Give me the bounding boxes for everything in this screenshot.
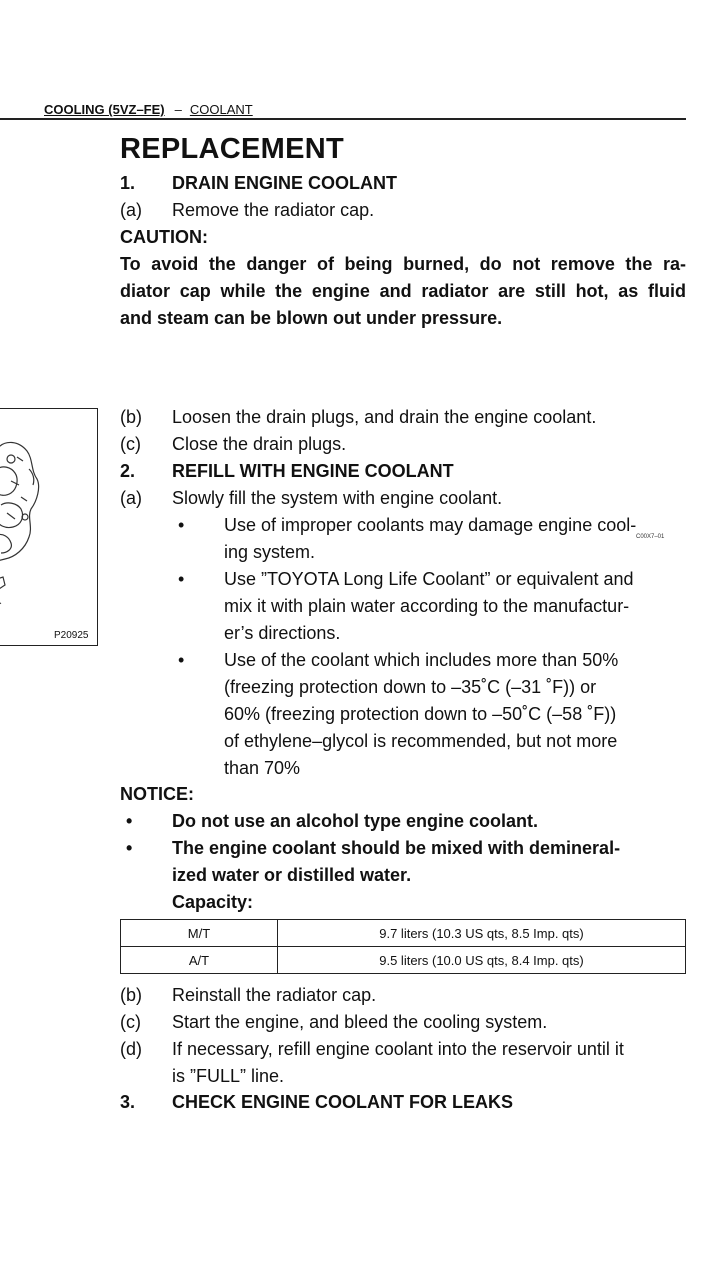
bullet-icon: •	[178, 515, 185, 535]
page-header	[44, 102, 253, 117]
figure-label: P20925	[54, 630, 89, 641]
bullet-line: of ethylene–glycol is recommended, but not more	[224, 731, 618, 751]
bullet-line: 60% (freezing protection down to –50˚C (–58 ˚F))	[224, 704, 617, 724]
substep-mark: (b)	[120, 985, 142, 1005]
bullet-line: than 70%	[224, 758, 301, 778]
substep-text: Start the engine, and bleed the cooling system.	[172, 1012, 548, 1032]
bullet-icon: •	[126, 838, 133, 858]
engine-illustration	[0, 408, 98, 646]
substep-text: Reinstall the radiator cap.	[172, 985, 377, 1005]
header-separator: –	[174, 102, 182, 117]
substep-mark: (a)	[120, 200, 142, 220]
bullet-icon: •	[178, 650, 185, 670]
table-cell-type: M/T	[121, 920, 278, 947]
bullet-line: Use of improper coolants may damage engine cool-	[224, 515, 637, 535]
bullet-line: (freezing protection down to –35˚C (–31 ˚F)) or	[224, 677, 597, 697]
bullet-icon: •	[178, 569, 185, 589]
step-title: CHECK ENGINE COOLANT FOR LEAKS	[172, 1092, 514, 1112]
figure-code: C00X7–01	[636, 534, 665, 540]
substep-mark: (c)	[120, 1012, 141, 1032]
caution-line: diator cap while the engine and radiator are still hot, as fluid	[120, 281, 686, 301]
notice-line: ized water or distilled water.	[172, 865, 412, 885]
step-number: 2.	[120, 461, 136, 481]
page-title: REPLACEMENT	[120, 133, 345, 165]
notice-line: Do not use an alcohol type engine coolant.	[172, 811, 539, 831]
header-section: COOLING (5VZ–FE)	[44, 102, 165, 117]
table-cell-value: 9.5 liters (10.0 US qts, 8.4 Imp. qts)	[278, 947, 686, 974]
bullet-line: ing system.	[224, 542, 316, 562]
caution-label: CAUTION:	[120, 227, 208, 247]
step-number: 3.	[120, 1092, 136, 1112]
engine-illustration-icon	[0, 409, 98, 646]
substep-mark: (d)	[120, 1039, 142, 1059]
substep-text: Remove the radiator cap.	[172, 200, 375, 220]
caution-line: and steam can be blown out under pressure.	[120, 308, 503, 328]
step-title: DRAIN ENGINE COOLANT	[172, 173, 397, 193]
substep-mark: (a)	[120, 488, 142, 508]
caution-text	[120, 251, 686, 332]
substep-text: is ”FULL” line.	[172, 1066, 285, 1086]
table-cell-type: A/T	[121, 947, 278, 974]
substep-mark: (b)	[120, 407, 142, 427]
capacity-table	[120, 919, 686, 974]
notice-line: The engine coolant should be mixed with demineral-	[172, 838, 621, 858]
bullet-icon: •	[126, 811, 133, 831]
step-title: REFILL WITH ENGINE COOLANT	[172, 461, 454, 481]
notice-label: NOTICE:	[120, 784, 194, 804]
header-rule	[0, 118, 686, 120]
table-cell-value: 9.7 liters (10.3 US qts, 8.5 Imp. qts)	[278, 920, 686, 947]
substep-text: Slowly fill the system with engine coolant.	[172, 488, 503, 508]
substep-text: If necessary, refill engine coolant into the reservoir until it	[172, 1039, 624, 1059]
bullet-line: er’s directions.	[224, 623, 341, 643]
substep-text: Close the drain plugs.	[172, 434, 347, 454]
table-row	[121, 920, 686, 947]
substep-text: Loosen the drain plugs, and drain the engine coolant.	[172, 407, 597, 427]
capacity-label-text: Capacity:	[172, 892, 254, 912]
bullet-line: Use ”TOYOTA Long Life Coolant” or equivalent and	[224, 569, 634, 589]
bullet-line: mix it with plain water according to the manufactur-	[224, 596, 630, 616]
caution-line: To avoid the danger of being burned, do not remove the ra-	[120, 254, 686, 274]
header-subsection: COOLANT	[189, 102, 253, 117]
step-number: 1.	[120, 173, 136, 193]
substep-mark: (c)	[120, 434, 141, 454]
bullet-line: Use of the coolant which includes more than 50%	[224, 650, 619, 670]
table-row	[121, 947, 686, 974]
